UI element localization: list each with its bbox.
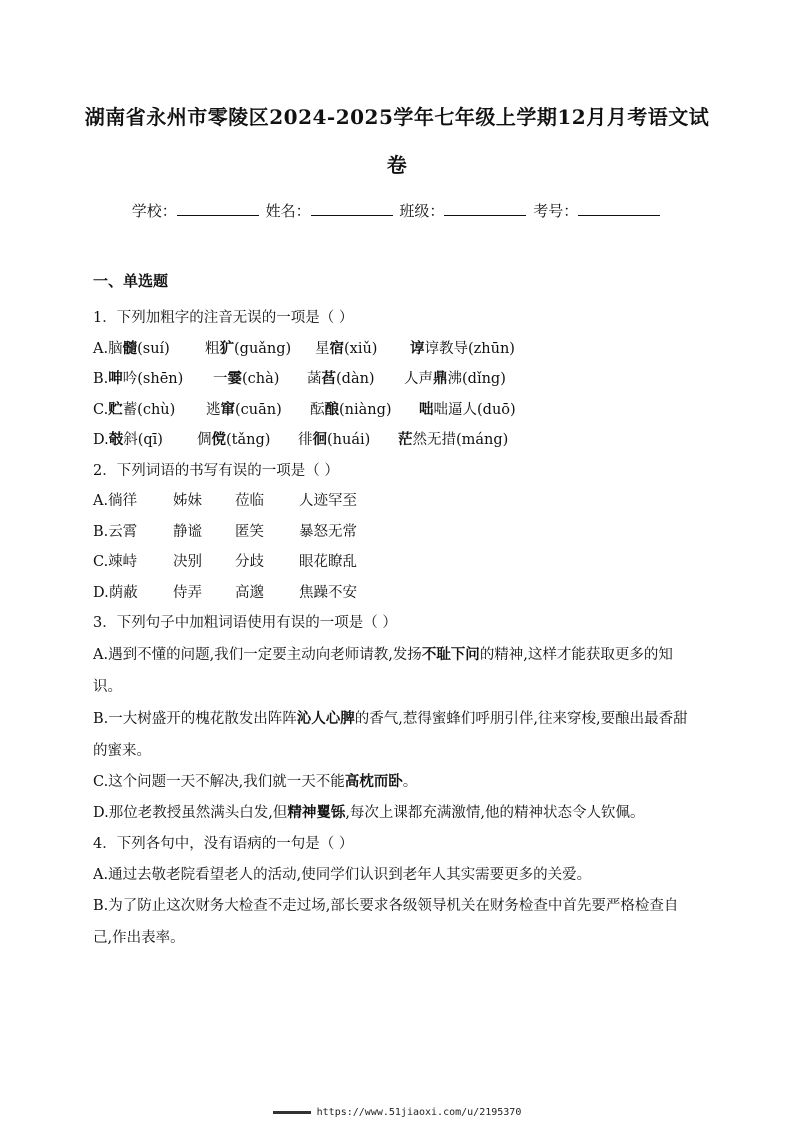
school-blank[interactable] [177,201,259,216]
question-3-option-b: B.一大树盛开的槐花散发出阵阵沁人心脾的香气,惹得蜜蜂们呼朋引伴,往来穿梭,要酿出最香甜的蜜来。 [93,709,688,759]
question-3-option-c: C.这个问题一天不解决,我们就一天不能高枕而卧。 [93,772,418,790]
footer-logo-mark [273,1111,311,1114]
question-2-option-b: B.云霄 静谧 匿笑 暴怒无常 [93,523,357,540]
footer-url[interactable]: https://www.51jiaoxi.com/u/2195370 [316,1107,522,1118]
question-2-option-a: A.徜徉 姊妹 莅临 人迹罕至 [93,493,357,509]
question-2-option-c: C.竦峙 决别 分歧 眼花瞭乱 [93,554,357,570]
student-info-fields [0,200,794,221]
exam-number-blank[interactable] [578,201,660,216]
school-label: 学校： [131,202,177,220]
question-2-stem: 2．下列词语的书写有误的一项是（ ） [93,462,339,479]
question-3-option-d: D.那位老教授虽然满头白发,但精神矍铄,每次上课都充满激情,他的精神状态令人钦佩。 [93,804,645,821]
question-4-option-b: B.为了防止这次财务大检查不走过场,部长要求各级领导机关在财务检查中首先要严格检查自己,作出表率。 [93,898,679,946]
document-title-continued: 卷 [386,153,408,177]
document-title: 湖南省永州市零陵区2024-2025学年七年级上学期12月月考语文试 [84,105,710,129]
class-label: 班级： [399,202,445,220]
exam-number-label: 考号： [533,202,579,220]
name-label: 姓名： [265,202,311,220]
section-heading: 一、单选题 [93,272,169,290]
question-3-stem: 3．下列句子中加粗词语使用有误的一项是（ ） [93,615,397,631]
question-1-option-a: A.脑髓(suí) 粗犷(guǎng) 星宿(xiǔ) 谆谆教导(zhūn) [93,339,515,357]
question-4-stem: 4．下列各句中，没有语病的一句是（ ） [93,836,354,852]
question-2-option-d: D.荫蔽 侍弄 高邈 焦躁不安 [93,584,357,601]
question-1-stem: 1．下列加粗字的注音无误的一项是（ ） [93,310,354,326]
question-1-option-d: D.攲斜(qī) 倜傥(tǎng) 徘徊(huái) 茫然无措(máng) [93,431,509,448]
name-blank[interactable] [311,201,393,216]
question-3-option-a: A.遇到不懂的问题,我们一定要主动向老师请教,发扬不耻下问的精神,这样才能获取更多的知识。 [93,645,673,695]
question-1-option-c: C.贮蓄(chù) 逃窜(cuān) 酝酿(niàng) 咄咄逼人(duō) [93,400,516,418]
question-list [93,303,693,954]
question-4-option-a: A.通过去敬老院看望老人的活动,使同学们认识到老年人其实需要更多的关爱。 [93,866,592,883]
question-1-option-b: B.呻吟(shēn) 一霎(chà) 菡萏(dàn) 人声鼎沸(dǐng) [93,370,506,387]
class-blank[interactable] [444,201,526,216]
watermark-footer [0,1107,794,1118]
